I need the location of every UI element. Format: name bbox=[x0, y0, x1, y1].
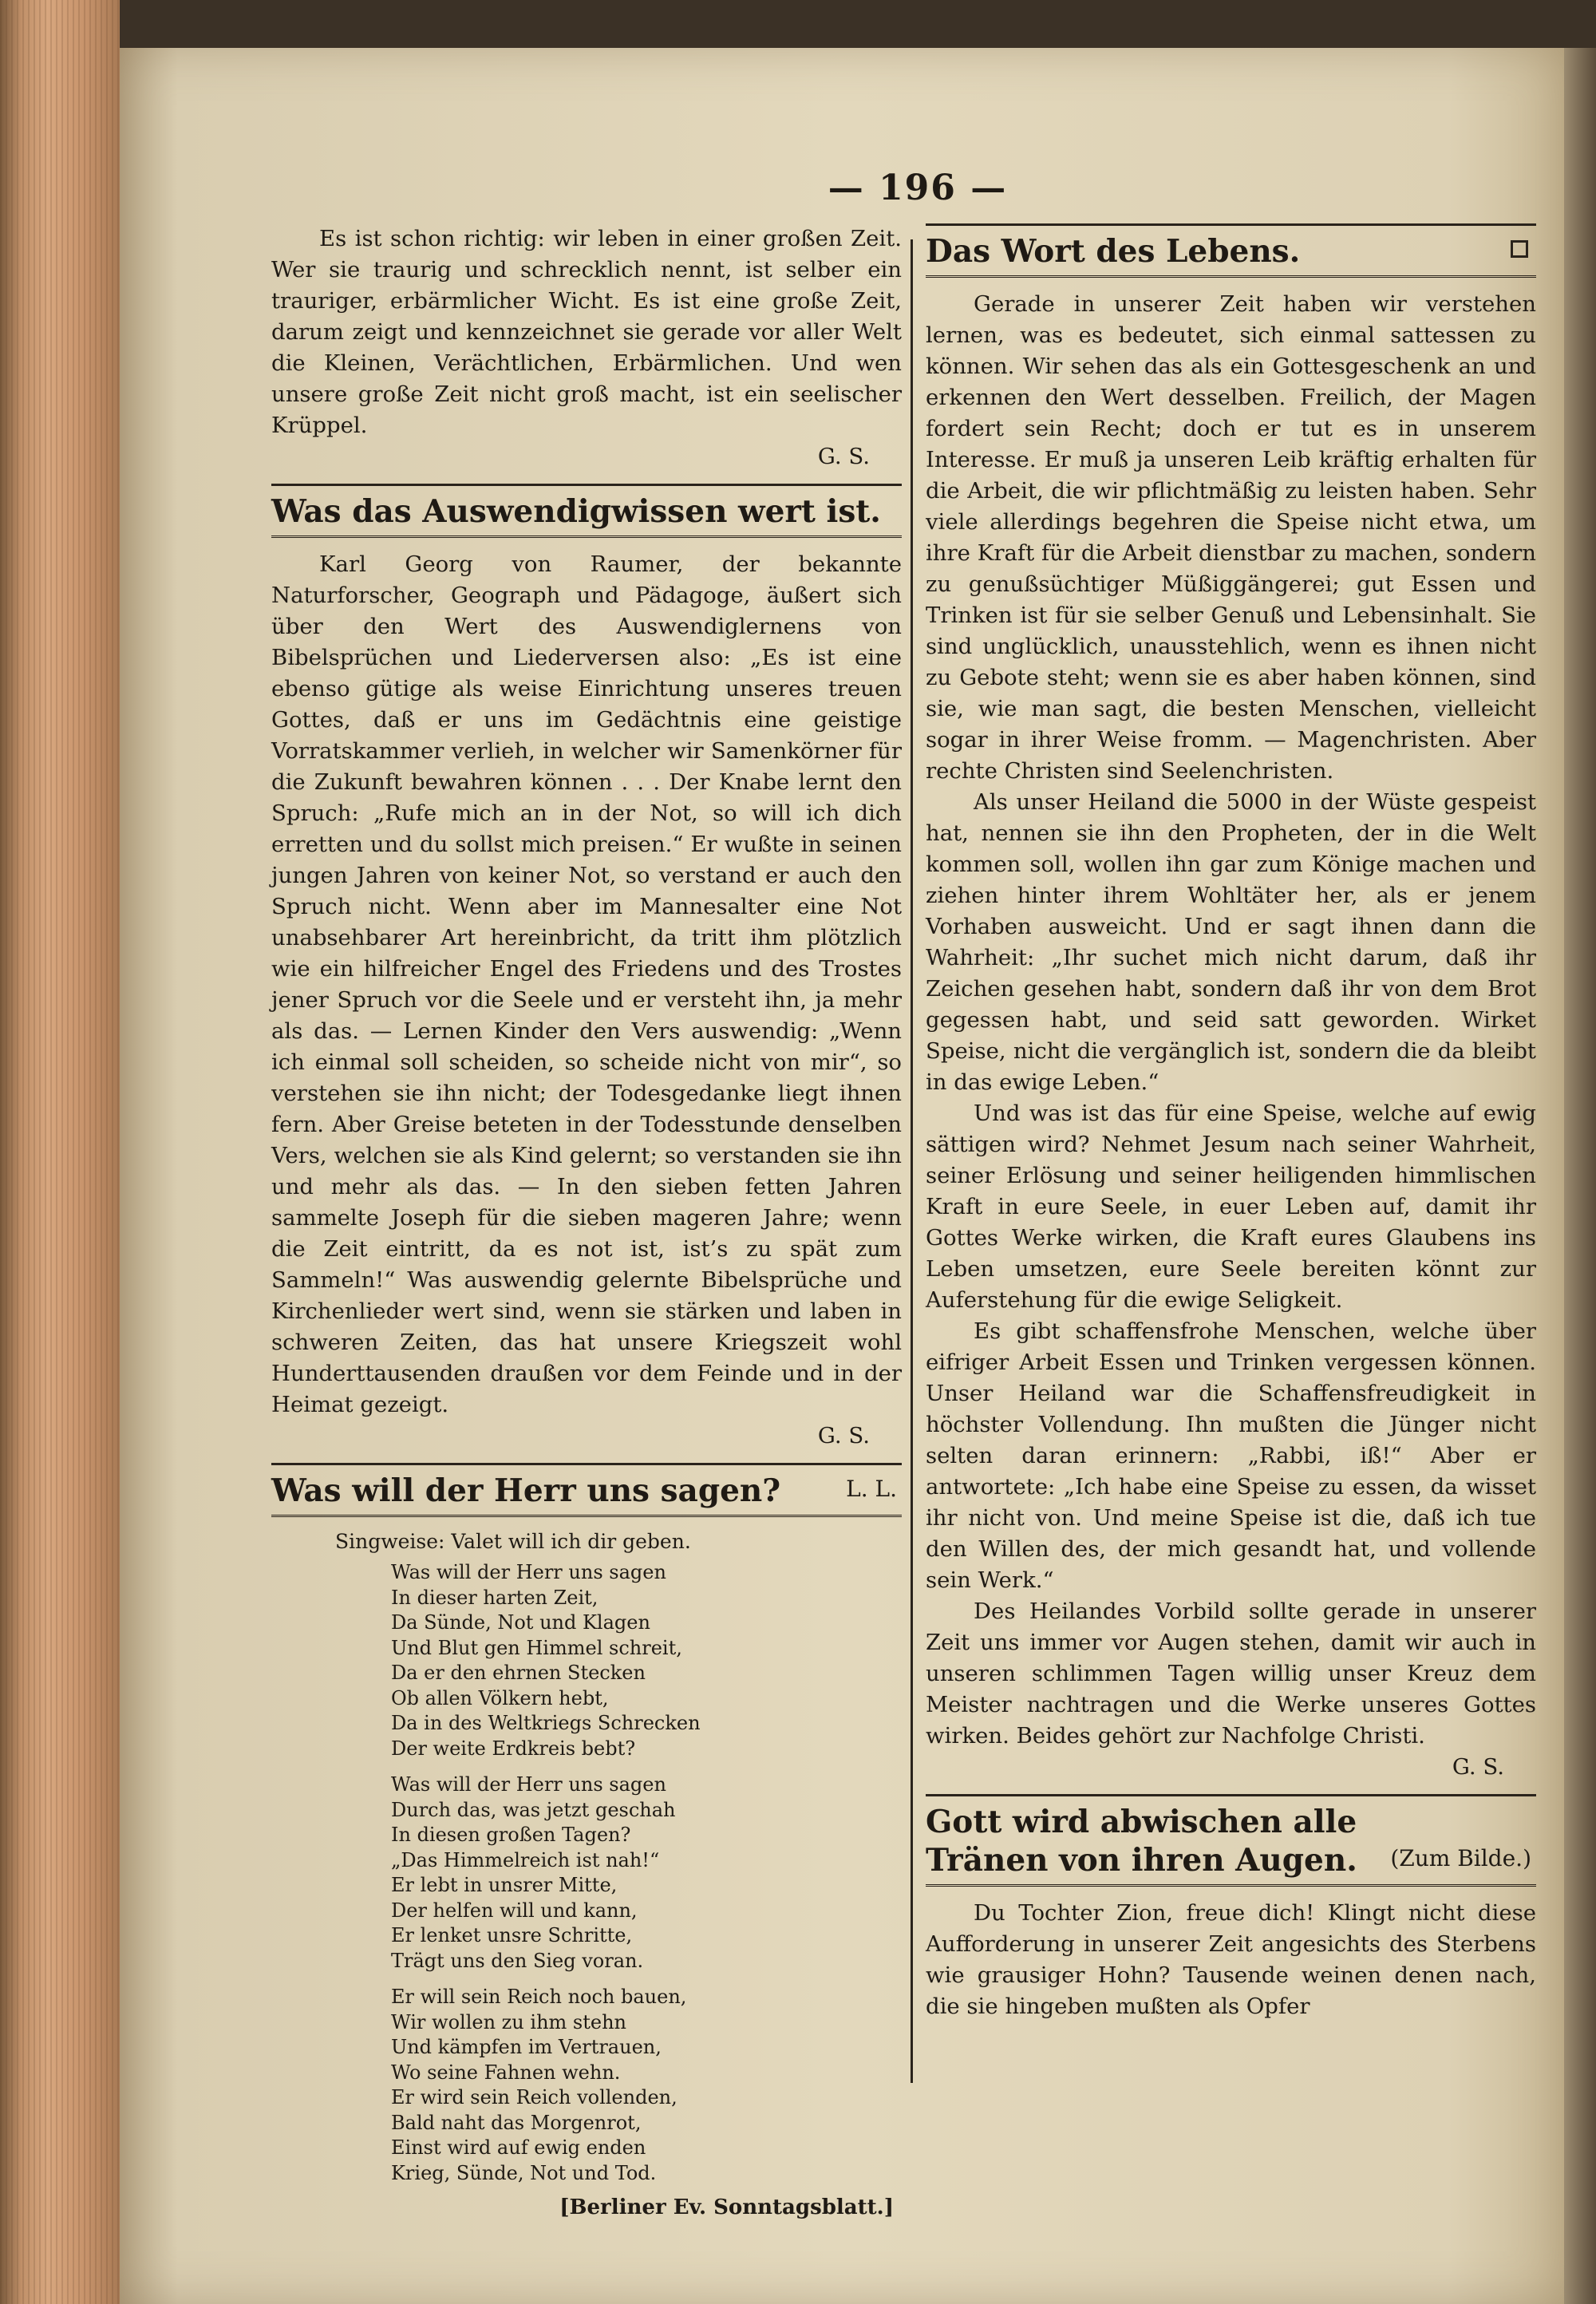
poem-tune: Singweise: Valet will ich dir geben. bbox=[335, 1530, 691, 1553]
article-poem-author: L. L. bbox=[846, 1476, 897, 1502]
poem-line: Wo seine Fahnen wehn. bbox=[391, 2061, 621, 2084]
word-of-life-paragraph-5: Des Heilandes Vorbild sollte gerade in unserer Zeit uns immer vor Augen stehen, damit wir auch in unseren schlimmen Tagen willig unser Kreuz dem Meister nachtragen und die Werke unseres Gottes wirken. Beides gehört zur Nachfolge Christi. bbox=[926, 1599, 1536, 1749]
article-great-time-text: Es ist schon richtig: wir leben in einer großen Zeit. Wer sie traurig und schrecklich nennt, ist selber ein trauriger, erbärmlicher Wicht. Es ist eine große Zeit, darum zeigt und kennzeichnet sie gerade vor aller Welt die Kleinen, Verächtlichen, Erbärmlichen. Und wen unsere große Zeit nicht groß macht, ist ein seelischer Krüppel. bbox=[271, 226, 902, 438]
poem-line: Krieg, Sünde, Not und Tod. bbox=[391, 2161, 657, 2184]
left-column bbox=[271, 223, 902, 2219]
article-tears-title: Gott wird abwischen alle Tränen von ihren Augen. bbox=[926, 1804, 1357, 1879]
poem-line: Da er den ehrnen Stecken bbox=[391, 1662, 646, 1684]
poem-line: Da Sünde, Not und Klagen bbox=[391, 1611, 650, 1634]
article-word-of-life-title: Das Wort des Lebens. bbox=[926, 233, 1301, 270]
word-of-life-paragraph-3: Und was ist das für eine Speise, welche auf ewig sättigen wird? Nehmet Jesum nach seiner Wahrheit, seiner Erlösung und seiner heiligenden himmlischen Kraft in eure Seele, in euer Leben auf, damit ihr Gottes Werke wirken, die Kraft eures Glaubens ins Leben umsetzen, eure Seele bereiten könnt zur Auferstehung für die ewige Seligkeit. bbox=[926, 1101, 1536, 1313]
word-of-life-signature: G. S. bbox=[1452, 1754, 1504, 1780]
poem-line: Und kämpfen im Vertrauen, bbox=[391, 2036, 662, 2058]
poem-line: Er lebt in unsrer Mitte, bbox=[391, 1874, 618, 1896]
article-tears bbox=[926, 1794, 1536, 2022]
book-page-edges bbox=[0, 0, 120, 2304]
word-of-life-paragraph-1: Gerade in unserer Zeit haben wir verstehen lernen, was es bedeutet, sich einmal sattessen zu können. Wir sehen das als ein Gottesgeschenk an und erkennen den Wert desselben. Freilich, der Magen fordert sein Recht; doch er tut es in unserem Interesse. Er muß ja unseren Leib kräftig erhalten für die Arbeit, die wir pflichtmäßig zu leisten haben. Sehr viele allerdings begehren die Speise nicht etwa, um ihre Kraft für die Arbeit dienstbar zu machen, sondern zu genußsüchtiger Müßiggängerei; gut Essen und Trinken ist für sie selber Genuß und Lebensinhalt. Sie sind unglücklich, unausstehlich, wenn es ihnen nicht zu Gebote steht; wenn sie es aber haben können, sind sie, wie man sagt, die besten Menschen, vielleicht sogar in ihrer Weise fromm. — Magenchristen. Aber rechte Christen sind Seelenchristen. bbox=[926, 291, 1536, 784]
book-right-edge bbox=[1564, 48, 1596, 2304]
article-tears-text: Du Tochter Zion, freue dich! Klingt nicht diese Aufforderung in unserer Zeit angesichts des Sterbens wie grausiger Hohn? Tausende weinen denen nach, die sie hingeben mußten als Opfer bbox=[926, 1900, 1536, 2019]
poem-line: Wir wollen zu ihm stehn bbox=[391, 2010, 626, 2033]
square-ornament-icon bbox=[1511, 240, 1528, 258]
article-great-time-signature: G. S. bbox=[817, 444, 870, 469]
article-tears-note: (Zum Bilde.) bbox=[1390, 1845, 1531, 1871]
poem-line: In dieser harten Zeit, bbox=[391, 1586, 598, 1609]
poem-line: In diesen großen Tagen? bbox=[391, 1824, 631, 1846]
poem-line: „Das Himmelreich ist nah!“ bbox=[391, 1848, 660, 1871]
column-divider bbox=[911, 239, 913, 2083]
poem-line: Da in des Weltkriegs Schrecken bbox=[391, 1712, 701, 1734]
article-memorization-signature: G. S. bbox=[817, 1423, 870, 1448]
poem-line: Der weite Erdkreis bebt? bbox=[391, 1737, 636, 1760]
article-memorization-text: Karl Georg von Raumer, der bekannte Naturforscher, Geograph und Pädagoge, äußert sich über den Wert des Auswendiglernens von Bibelsprüchen und Liederversen also: „Es ist eine ebenso gütige als weise Einrichtung unseres treuen Gottes, daß er uns im Gedächtnis eine geistige Vorratskammer verlieh, in welcher wir Samenkörner für die Zukunft bewahren können . . . Der Knabe lernt den Spruch: „Rufe mich an in der Not, so will ich dich erretten und du sollst mich preisen.“ Er wußte in seinen jungen Jahren von keiner Not, so verstand er auch den Spruch nicht. Wenn aber im Mannesalter eine Not unabsehbarer Art hereinbricht, da tritt ihm plötzlich wie ein hilfreicher Engel des Friedens und des Trostes jener Spruch vor die Seele und er versteht ihn, ja mehr als das. — Lernen Kinder den Vers auswendig: „Wenn ich einmal soll scheiden, so scheide nicht von mir“, so verstehen sie ihn nicht; der Todesgedanke liegt ihnen fern. Aber Greise beteten in der Todesstunde denselben Vers, welchen sie als Kind gelernt; so verstanden sie ihn und mehr als das. — In den sieben fetten Jahren sammelte Joseph für die sieben mageren Jahre; wenn die Zeit eintritt, da es not ist, ist’s zu spät zum Sammeln!“ Was auswendig gelernte Bibelsprüche und Kirchenlieder wert sind, wenn sie stärken und laben in schweren Zeiten, das hat unsere Kriegszeit wohl Hunderttausenden draußen vor dem Feinde und in der Heimat gezeigt. bbox=[271, 551, 902, 1417]
poem-line: Er wird sein Reich vollenden, bbox=[391, 2086, 678, 2108]
right-column bbox=[926, 223, 1536, 2022]
poem-line: Und Blut gen Himmel schreit, bbox=[391, 1636, 682, 1659]
poem-line: Durch das, was jetzt geschah bbox=[391, 1798, 676, 1821]
poem-line: Er will sein Reich noch bauen, bbox=[391, 1986, 687, 2008]
article-great-time bbox=[271, 223, 902, 472]
poem-line: Trägt uns den Sieg voran. bbox=[391, 1949, 644, 1972]
article-poem-heading bbox=[271, 1463, 902, 1517]
poem-stanza-2 bbox=[391, 1772, 902, 1974]
word-of-life-paragraph-2: Als unser Heiland die 5000 in der Wüste gespeist hat, nennen sie ihn den Propheten, der in die Welt kommen soll, wollen ihn gar zum Könige machen und ziehen hinter ihrem Wohltäter her, als er jenem Vorhaben ausweicht. Und er sagt ihnen dann die Wahrheit: „Ihr suchet mich nicht darum, daß ihr Zeichen gesehen habt, sondern daß ihr von dem Brot gegessen habt, und seid satt geworden. Wirket Speise, nicht die vergänglich ist, sondern die da bleibt in das ewige Leben.“ bbox=[926, 789, 1536, 1095]
poem-stanza-1 bbox=[391, 1560, 902, 1761]
page-number: — 196 — bbox=[828, 168, 1008, 208]
poem-stanza-3 bbox=[391, 1985, 902, 2186]
article-word-of-life bbox=[926, 223, 1536, 1783]
poem-line: Der helfen will und kann, bbox=[391, 1899, 638, 1922]
poem-line: Er lenket unsre Schritte, bbox=[391, 1924, 633, 1946]
poem-source: [Berliner Ev. Sonntagsblatt.] bbox=[559, 2195, 894, 2219]
poem-body bbox=[391, 1560, 902, 2186]
article-poem bbox=[271, 1463, 902, 2219]
poem-line: Was will der Herr uns sagen bbox=[391, 1561, 666, 1583]
word-of-life-paragraph-4: Es gibt schaffensfrohe Menschen, welche über eifriger Arbeit Essen und Trinken vergessen können. Unser Heiland war die Schaffensfreudigkeit in höchster Vollendung. Ihn mußten die Jünger nicht selten daran erinnern: „Rabbi, iß!“ Aber er antwortete: „Ich habe eine Speise zu essen, da wisset ihr nicht von. Und meine Speise ist die, daß ich tue den Willen des, der mich gesandt hat, und vollende sein Werk.“ bbox=[926, 1318, 1536, 1593]
poem-line: Bald naht das Morgenrot, bbox=[391, 2111, 642, 2134]
article-word-of-life-heading bbox=[926, 223, 1536, 278]
article-tears-heading bbox=[926, 1794, 1536, 1887]
poem-line: Ob allen Völkern hebt, bbox=[391, 1686, 609, 1709]
poem-line: Einst wird auf ewig enden bbox=[391, 2136, 646, 2159]
article-memorization bbox=[271, 484, 902, 1452]
article-poem-title: Was will der Herr uns sagen? bbox=[271, 1472, 781, 1509]
article-memorization-title: Was das Auswendigwissen wert ist. bbox=[271, 484, 902, 538]
poem-line: Was will der Herr uns sagen bbox=[391, 1773, 666, 1796]
